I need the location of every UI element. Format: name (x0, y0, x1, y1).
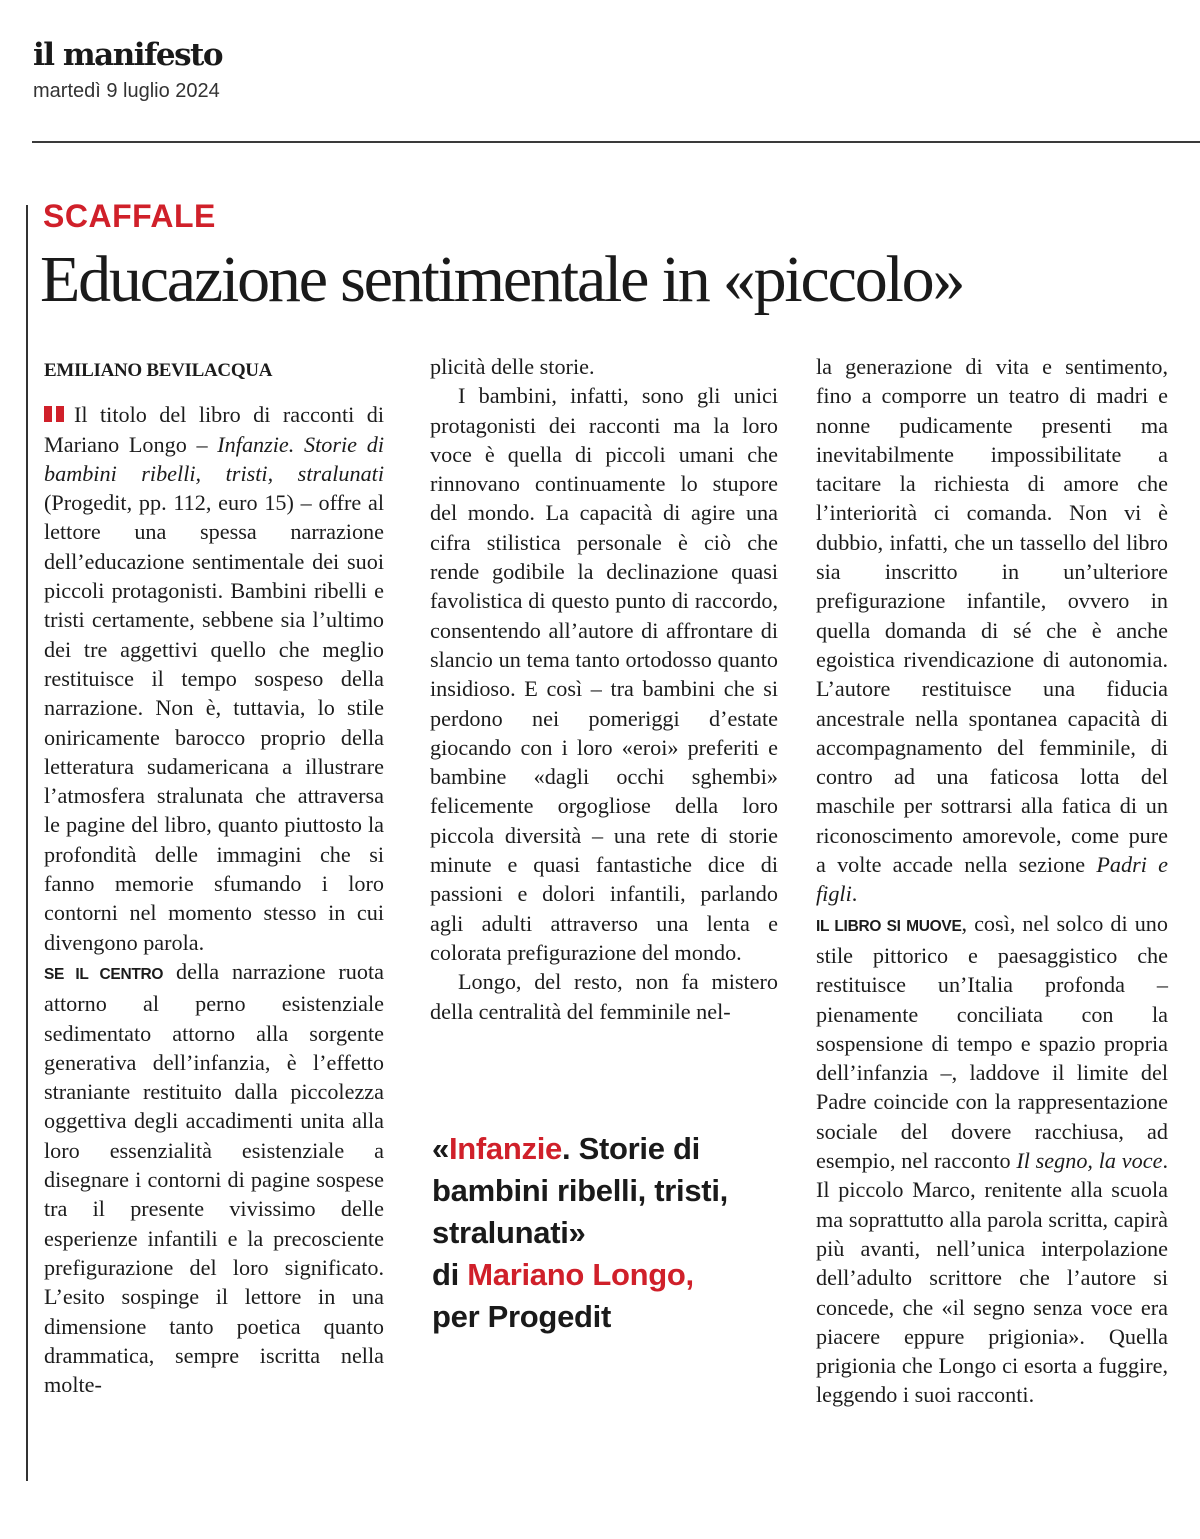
intro-text: Il titolo del libro di racconti di Mariano Longo – (44, 402, 384, 457)
paragraph-continuation: plicità delle storie. (430, 354, 595, 379)
masthead (33, 37, 223, 102)
section-kicker: SCAFFALE (43, 198, 216, 234)
paragraph-bambini: I bambini, infatti, sono gli unici protagonisti dei racconti ma la loro voce è quella di piccoli umani che rinnovano continuamente lo stupore del mondo. La capacità di agire una cifra stilistica personale è ciò che rende godibile la declinazione quasi favolistica di questo punto di raccordo, consentendo all’autore di affrontare di slancio un tema tanto ortodosso quanto insidioso. E così – tra bambini che si perdono nei pomeriggi d’estate giocando con i loro «eroi» preferiti e bambine «dagli occhi sghembi» felicemente orgogliose della loro piccola diversità – una rete di storie minute e quasi fantastiche dice di passioni e dolori infantili, parlando agli adulti attraverso una lenta e colorata prefigurazione del mondo. (430, 383, 778, 965)
article-column-2 (430, 352, 778, 1026)
pull-quote-publisher: per Progedit (432, 1299, 611, 1334)
longo-end: . (851, 881, 858, 907)
lead-in: SE IL CENTRO (44, 965, 164, 983)
red-marker-icon (56, 406, 64, 422)
centro-text: della narrazione ruota attorno al perno esistenziale sedimentato attorno alla sorgente generativa dell’infanzia, è l’effetto straniante restituito dalla piccolezza oggettiva degli accadimenti unita alla loro essenzialità esistenziale a disegnare i contorni di pagine sospese tra il presente vivissimo delle esperienze infantili e la precosciente prefigurazione del loro significato. L’esito sospinge il lettore in una dimensione tanto poetica quanto drammatica, sempre iscritta nella molte- (44, 958, 384, 1398)
longo-text: la generazione di vita e sentimento, fino a comporre un teatro di madri e nonne pudicamente presenti ma inevitabilmente impossibilitate a tacitare la richiesta di amore che l’interiorità ci comanda. Non vi è dubbio, infatti, che un tassello del libro sia inscritto in un’ulteriore prefigurazione infantile, ovvero in quella domanda di sé che è anche egoistica rivendicazione di autonomia. L’autore restituisce una fiducia ancestrale nella spontanea capacità di accompagnamento del femminile, di contro ad una faticosa lotta del maschile per sottrarsi alla fatica di un riconoscimento amorevole, come pure a volte accade nella sezione (816, 354, 1168, 878)
pull-quote-subtitle: . Storie di bambini ribelli, tristi, stralunati» (432, 1131, 728, 1250)
libro-text: , così, nel solco di uno stile pittorico e paesaggistico che restituisce un’Italia profonda – pienamente conciliata con la sospensione di tempo e spazio propria dell’infanzia –, laddove il limite del Padre coincide con la rappresentazione sociale del dovere racchiusa, ad esempio, nel racconto (816, 910, 1168, 1174)
section-title-italic: Padri e figli (816, 852, 1168, 907)
paragraph-libro (816, 909, 1168, 1410)
pull-quote-open: « (432, 1131, 449, 1166)
pull-quote (432, 1128, 792, 1338)
newspaper-logo: il manifesto (33, 37, 223, 73)
pull-quote-author: Mariano Longo, (467, 1257, 694, 1292)
pull-quote-by: di (432, 1257, 468, 1292)
red-marker-icon (44, 406, 52, 422)
lead-in: IL LIBRO SI MUOVE (816, 917, 962, 935)
article-column-3 (816, 352, 1168, 1410)
paragraph-longo-cont (816, 352, 1168, 909)
author-byline: EMILIANO BEVILACQUA (44, 360, 273, 381)
paragraph-centro (44, 957, 384, 1399)
header-divider (32, 141, 1200, 143)
intro-text-cont: (Progedit, pp. 112, euro 15) – offre al lettore una spessa narrazione dell’educazione sentimentale dei suoi piccoli protagonisti. Bambini ribelli e tristi certamente, sebbene sia l’ultimo dei tre aggettivi quello che meglio restituisce il tempo sospeso della narrazione. Non è, tuttavia, lo stile oniricamente barocco proprio della letteratura sudamericana a illustrare l’atmosfera stralunata che attraversa le pagine del libro, quanto piuttosto la profondità delle immagini che si fanno memorie sfumando i loro contorni nel momento stesso in cui divengono parola. (44, 490, 384, 955)
book-title-italic: Infanzie. Storie di bambini ribelli, tristi, stralunati (44, 431, 384, 486)
issue-date: martedì 9 luglio 2024 (33, 80, 220, 102)
story-title-italic: Il segno, la voce (1016, 1148, 1163, 1174)
paragraph-intro (44, 400, 384, 957)
article-column-1 (44, 356, 384, 1399)
pull-quote-title: Infanzie (448, 1131, 562, 1166)
article-headline: Educazione sentimentale in «piccolo» (40, 243, 964, 316)
article-side-rule (26, 205, 28, 1481)
paragraph-longo-start: Longo, del resto, non fa mistero della centralità del femminile nel- (430, 969, 778, 1024)
libro-text-cont: . Il piccolo Marco, renitente alla scuola ma soprattutto alla parola scritta, capirà più avanti, nell’unica interpolazione dell’adulto scrittore che l’autore si concede, che «il segno senza voce era piacere eppure prigionia». Quella prigionia che Longo ci esorta a fuggire, leggendo i suoi racconti. (816, 1148, 1168, 1408)
